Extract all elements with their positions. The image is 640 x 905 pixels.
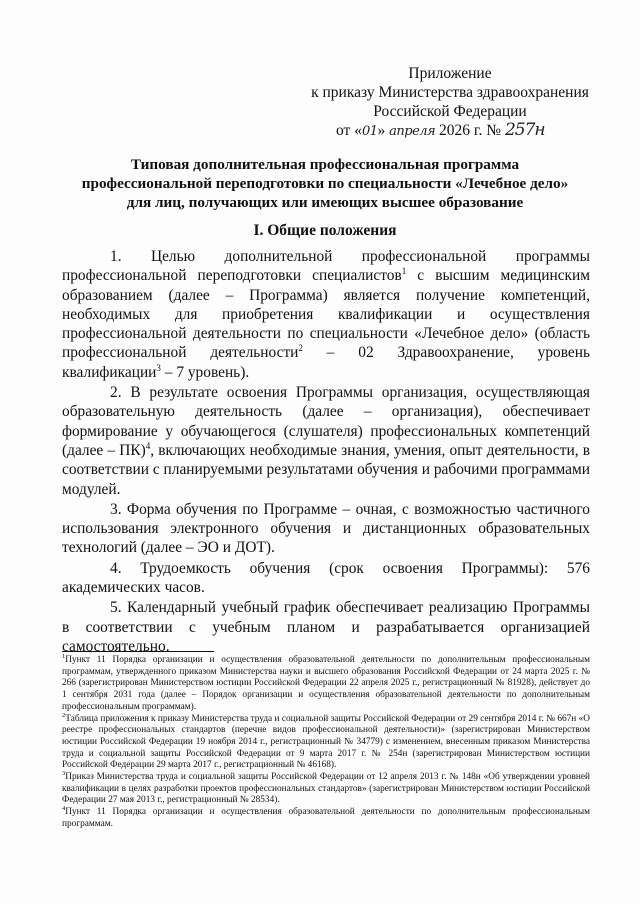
footnote-divider [62, 651, 214, 652]
footnotes [62, 652, 590, 831]
header-line-3: Российской Федерации [373, 103, 527, 120]
handwritten-order-number: 257н [504, 120, 545, 140]
p1-text-d: – 7 уровень). [160, 363, 250, 381]
header-line-2: к приказу Министерства здравоохранения [311, 84, 589, 101]
paragraph-1 [62, 247, 590, 382]
footnote-4-number: 4 [62, 805, 66, 813]
section-heading: I. Общие положения [253, 222, 397, 239]
footnote-ref-2: 2 [298, 343, 303, 354]
footnote-2-text: Таблица приложения к приказу Министерства труда и социальной защиты Российской Федерации от 29 сентября 2014 г. № 667н «О реестре профессиональных стандартов (перечне видов профессиональной деятельности)» (зарегистрирован Министерством юстиции Российской Федерации 19 ноября 2014 г., регистрационный № 34779) с изменением, внесенным приказом Министерства труда и социальной защиты Российской Федерации от 9 марта 2017 г. № 254н (зарегистрирован Министерством юстиции Российской Федерации 29 марта 2017 г., регистрационный № 46168). [62, 713, 590, 771]
order-date-line [300, 121, 600, 141]
handwritten-day: 01 [361, 124, 378, 139]
p1-text-a: 1. Целью дополнительной профессиональной программы профессиональной переподготовки специалистов [62, 248, 590, 285]
footnote-ref-4: 4 [145, 440, 151, 451]
paragraph-3: 3. Форма обучения по Программе – очная, с возможностью частичного использования электронного обучения и дистанционных образовательных технологий (далее – ЭО и ДОТ). [62, 500, 590, 557]
header-line-1: Приложение [408, 65, 492, 82]
footnote-2-number: 2 [62, 711, 66, 719]
footnote-3-number: 3 [62, 769, 66, 777]
title-line-3: для лиц, получающих или имеющих высшее образование [126, 194, 524, 211]
paragraph-5: 5. Календарный учебный график обеспечивает реализацию Программы в соответствии с учебным планом и разрабатывается организацией самостоятельно. [62, 599, 590, 655]
handwritten-month: апреля [389, 124, 436, 139]
date-year: 2026 г. № [439, 122, 502, 139]
p1-text-b: с высшим медицинским образованием (далее – Программа) является получение компетенций, необходимых для приобретения квалификации и осуществления профессиональной деятельности по специальности «Лечебное дело» (область профессиональной деятельности [62, 267, 590, 362]
footnote-4 [62, 807, 590, 830]
p2-text-a: 2. В результате освоения Программы организация, осуществляющая образовательную деятельность (далее – организация), обеспечивает формирование у обучающегося (слушателя) профессиональных компетенций (далее – ПК) [62, 384, 590, 459]
approval-header [300, 64, 600, 141]
footnote-2 [62, 711, 590, 773]
footnote-1 [62, 652, 590, 714]
footnote-4-text: Пункт 11 Порядка организации и осуществления образовательной деятельности по дополнительным профессиональным программам. [62, 807, 590, 829]
footnote-3 [62, 769, 590, 807]
date-prefix: от « [336, 122, 362, 139]
footnote-ref-1: 1 [401, 266, 407, 277]
p1-text-c: – 02 Здравоохранение, уровень квалификации [62, 344, 590, 381]
paragraph-2 [62, 383, 590, 499]
title-line-2: профессиональной переподготовки по специальности «Лечебное дело» [81, 175, 569, 192]
p2-text-b: , включающих необходимые знания, умения, опыт деятельности, в соответствии с планируемыми результатами обучения и рабочими программами модулей. [62, 441, 590, 498]
footnote-3-text: Приказ Министерства труда и социальной защиты Российской Федерации от 12 апреля 2013 г. № 148н «Об утверждении уровней квалификации в целях разработки проектов профессиональных стандартов» (зарегистрирован Министерством юстиции Российской Федерации 27 мая 2013 г., регистрационный № 28534). [62, 772, 590, 806]
paragraph-4: 4. Трудоемкость обучения (срок освоения Программы): 576 академических часов. [62, 559, 590, 597]
document-body [62, 247, 590, 656]
footnote-1-number: 1 [62, 652, 66, 660]
title-line-1: Типовая дополнительная профессиональная программа [130, 156, 520, 173]
footnote-ref-3: 3 [156, 362, 161, 373]
date-close: » [377, 122, 386, 139]
program-title [60, 155, 590, 212]
footnote-1-text: Пункт 11 Порядка организации и осуществления образовательной деятельности по дополнительным профессиональным программам, утвержденного приказом Министерства науки и высшего образования Российской Федерации от 24 марта 2025 г. № 266 (зарегистрирован Министерством юстиции Российской Федерации 22 апреля 2025 г., регистрационный № 81928), действует до 1 сентября 2031 года (далее – Порядок организации и осуществления образовательной деятельности по дополнительным профессиональным программам). [62, 655, 590, 712]
